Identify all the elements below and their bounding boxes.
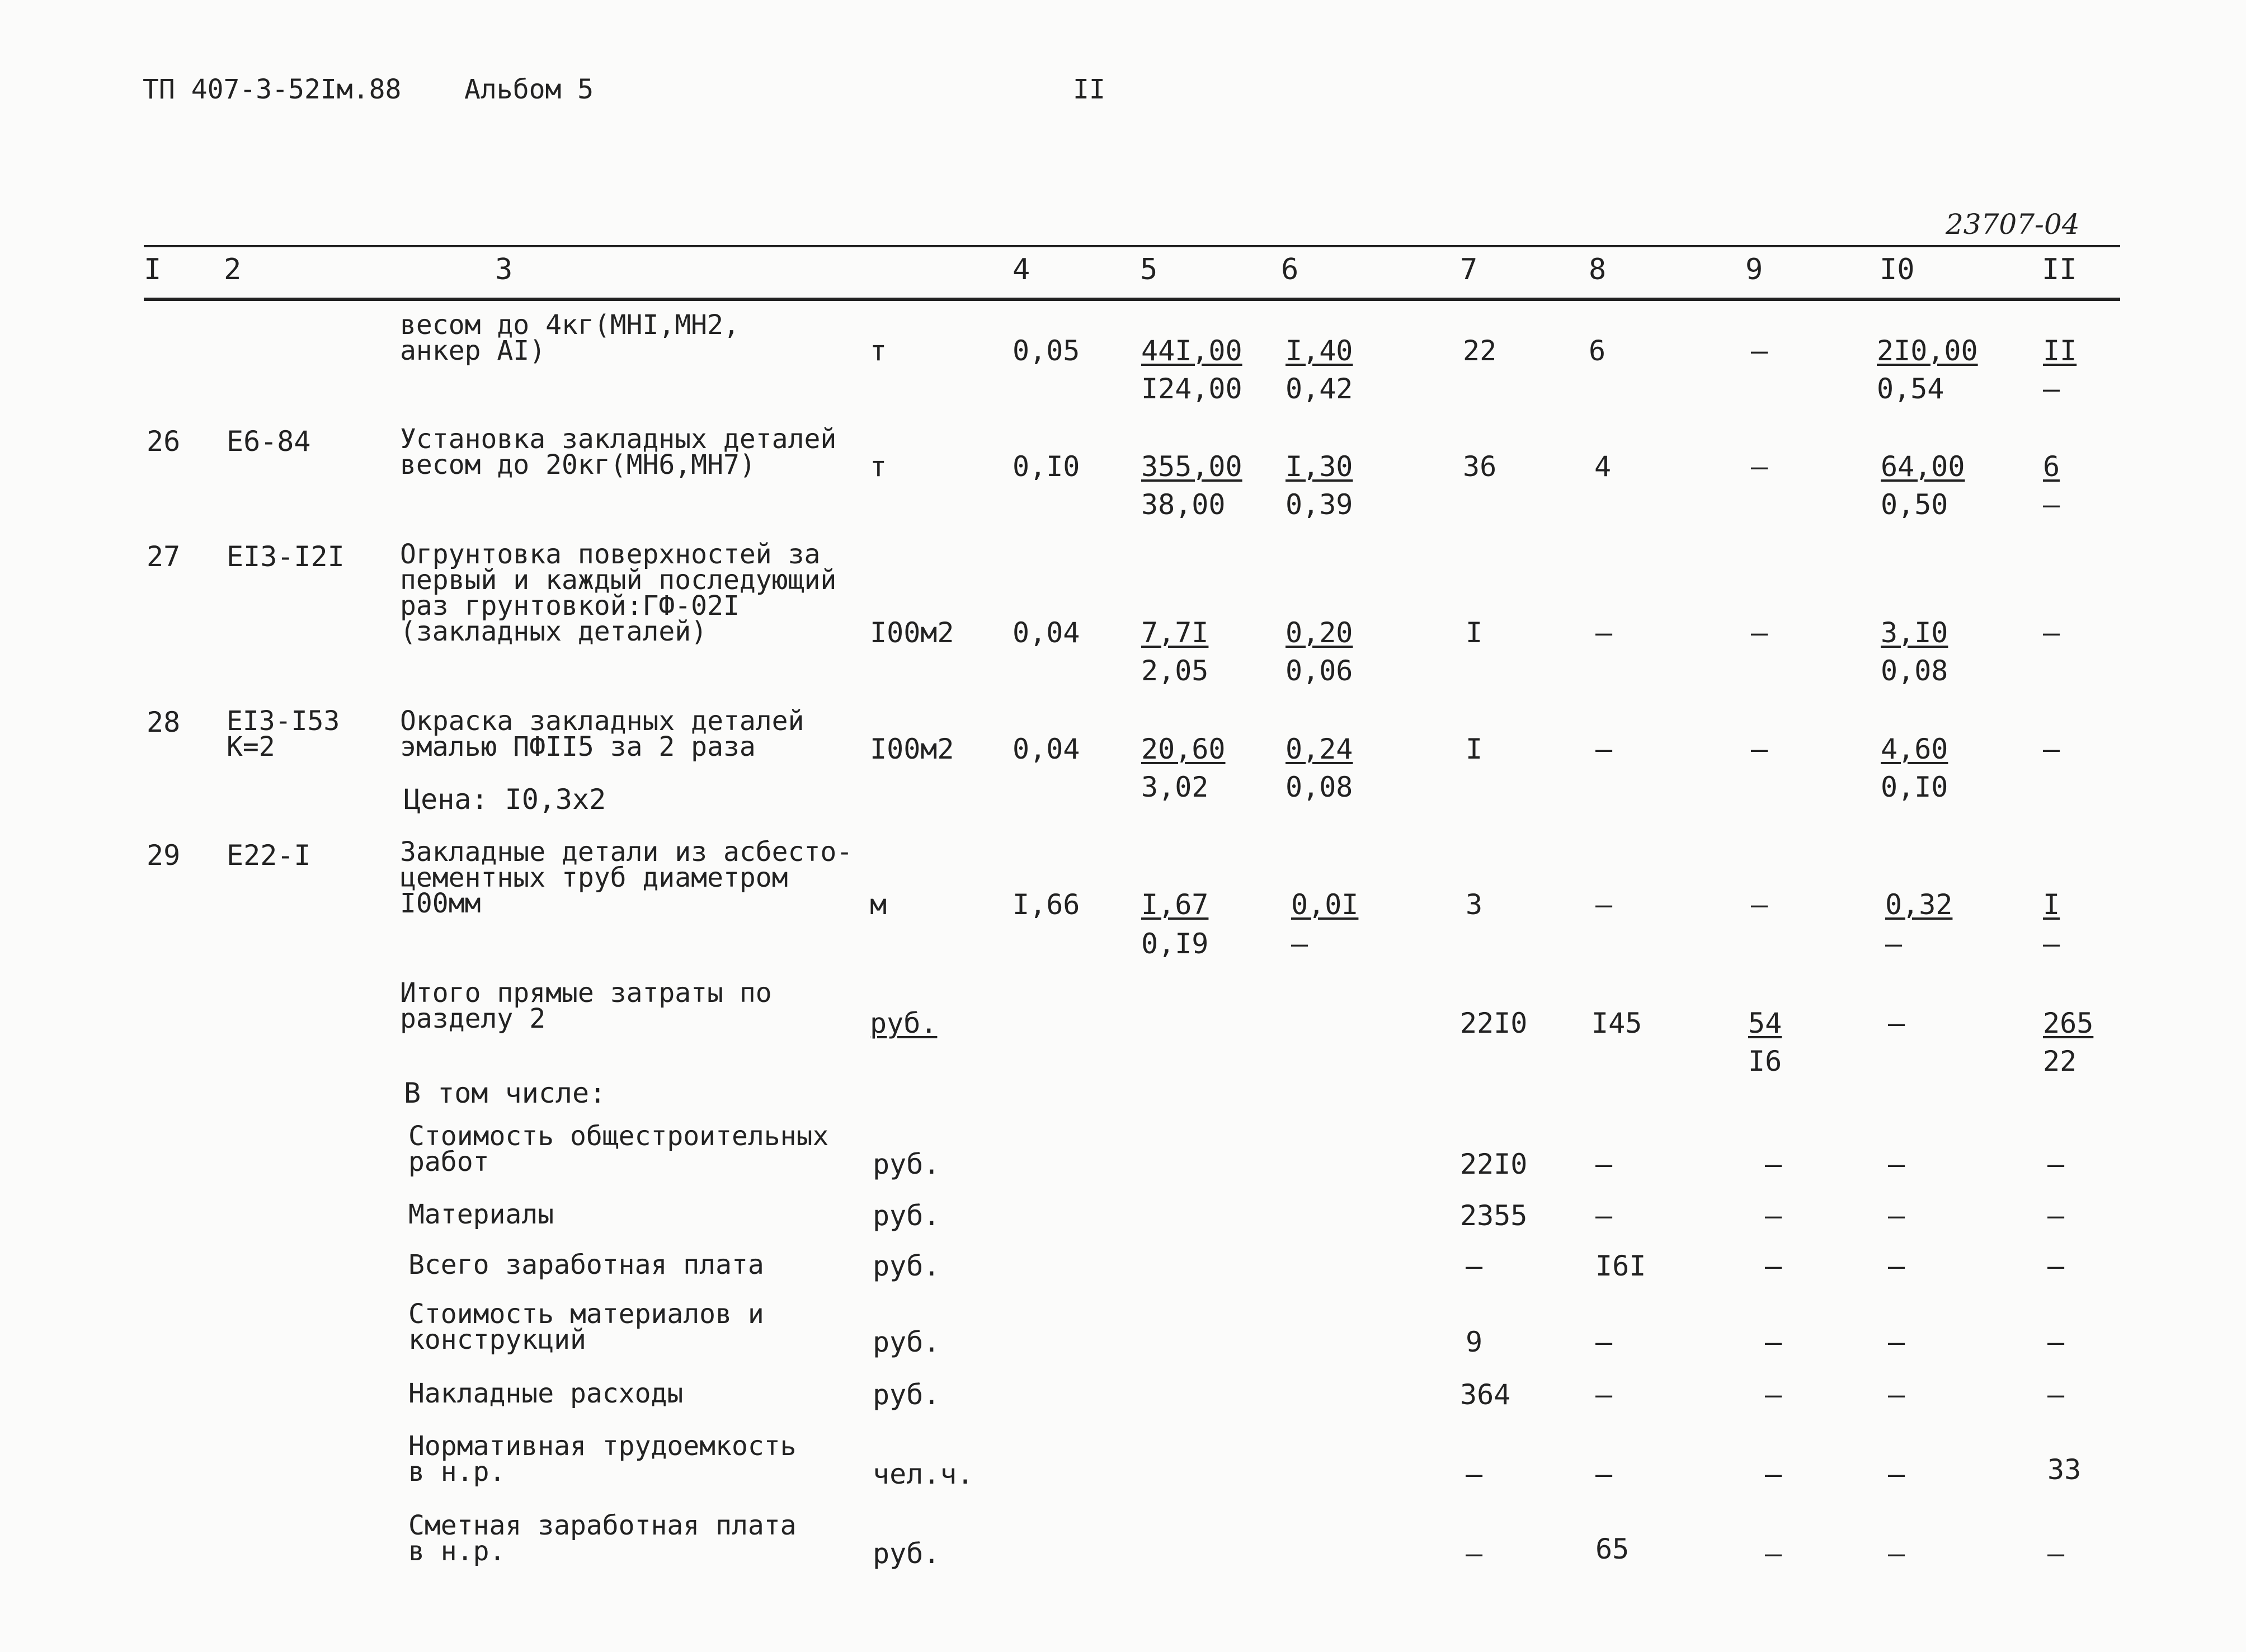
col-header-7: 7: [1460, 253, 1478, 286]
row-unit: I00м2: [870, 733, 954, 765]
row-col10-top: 3,I0: [1881, 616, 1948, 649]
breakdown-col11: –: [2047, 1378, 2065, 1411]
breakdown-label: Материалы: [408, 1199, 554, 1230]
breakdown-col11: –: [2047, 1326, 2065, 1358]
row-col7: I: [1466, 733, 1483, 765]
row-col5-top: I,67: [1141, 888, 1209, 921]
breakdown-unit: руб.: [873, 1378, 940, 1411]
row-col9: –: [1751, 888, 1768, 921]
row-number: 28: [147, 706, 181, 738]
row-unit: т: [870, 450, 887, 483]
row-code: ЕI3-I2I: [227, 540, 345, 573]
breakdown-col9: –: [1765, 1378, 1782, 1411]
row-col6-bottom: –: [1291, 928, 1308, 960]
totals-col9-bottom: I6: [1748, 1045, 1782, 1077]
row-col8: –: [1595, 733, 1613, 765]
row-col6-bottom: 0,39: [1286, 488, 1353, 521]
breakdown-unit: руб.: [873, 1148, 940, 1180]
col-header-3: 3: [495, 253, 513, 286]
row-col6-bottom: 0,42: [1286, 373, 1353, 405]
breakdown-col10: –: [1888, 1326, 1905, 1358]
col-header-2: 2: [224, 253, 242, 286]
totals-col10: –: [1888, 1007, 1905, 1039]
table-top-rule: [144, 245, 2120, 247]
row-number: 26: [147, 425, 181, 458]
breakdown-label: Накладные расходы: [408, 1378, 684, 1409]
row-col5-top: 44I,00: [1141, 335, 1242, 367]
row-description: весом до 4кг(МНI,МН2, анкер АI): [400, 309, 740, 366]
col-header-8: 8: [1589, 253, 1607, 286]
row-col9: –: [1751, 733, 1768, 765]
breakdown-col8: –: [1595, 1199, 1613, 1232]
breakdown-col7: 9: [1466, 1326, 1483, 1358]
table-header-rule: [144, 298, 2120, 301]
col-header-9: 9: [1745, 253, 1763, 286]
breakdown-label: Нормативная трудоемкость в н.р.: [408, 1430, 797, 1488]
breakdown-col10: –: [1888, 1199, 1905, 1232]
stamp-number: 23707-04: [1946, 208, 2080, 241]
row-col10-top: 4,60: [1881, 733, 1948, 765]
breakdown-col8: –: [1595, 1148, 1613, 1180]
row-col6-top: 0,24: [1286, 733, 1353, 765]
row-col10-bottom: 0,54: [1877, 373, 1944, 405]
row-col7: I: [1466, 616, 1483, 649]
row-col11-bottom: –: [2043, 928, 2060, 960]
row-col6-top: I,30: [1286, 450, 1353, 483]
row-col5-bottom: 38,00: [1141, 488, 1226, 521]
row-col6-top: 0,20: [1286, 616, 1353, 649]
row-col8: 6: [1589, 335, 1606, 367]
breakdown-col9: –: [1765, 1458, 1782, 1490]
row-col11: –: [2043, 733, 2060, 765]
breakdown-unit: руб.: [873, 1326, 940, 1358]
row-quantity: 0,05: [1013, 335, 1080, 367]
breakdown-col8: –: [1595, 1378, 1613, 1411]
row-col11-top: 6: [2043, 450, 2060, 483]
row-unit: м: [870, 888, 887, 921]
breakdown-col11: –: [2047, 1537, 2065, 1570]
breakdown-unit: руб.: [873, 1199, 940, 1232]
breakdown-col10: –: [1888, 1250, 1905, 1282]
breakdown-col7: –: [1466, 1458, 1483, 1490]
breakdown-col10: –: [1888, 1537, 1905, 1570]
col-header-6: 6: [1281, 253, 1299, 286]
row-quantity: 0,I0: [1013, 450, 1080, 483]
row-col5-bottom: 3,02: [1141, 771, 1209, 803]
breakdown-col9: –: [1765, 1537, 1782, 1570]
row-col5-top: 355,00: [1141, 450, 1242, 483]
row-col9: –: [1751, 450, 1768, 483]
row-price-note: Цена: I0,3х2: [404, 783, 606, 816]
row-code: Е6-84: [227, 425, 311, 458]
breakdown-col8: I6I: [1595, 1250, 1646, 1282]
row-col10-bottom: –: [1885, 928, 1903, 960]
breakdown-col10: –: [1888, 1458, 1905, 1490]
row-col10-top: 0,32: [1885, 888, 1953, 921]
breakdown-unit: руб.: [873, 1537, 940, 1570]
row-col10-bottom: 0,08: [1881, 655, 1948, 687]
row-description: Окраска закладных деталей эмалью ПФII5 за 2 раза: [400, 705, 804, 763]
totals-col9-top: 54: [1748, 1007, 1782, 1039]
row-col6-top: I,40: [1286, 335, 1353, 367]
row-description: Огрунтовка поверхностей за первый и каждый последующий раз грунтовкой:ГФ-02I (закладных деталей): [400, 539, 837, 647]
breakdown-label: Всего заработная плата: [408, 1249, 764, 1281]
totals-col11-bottom: 22: [2043, 1045, 2077, 1077]
row-col5-top: 20,60: [1141, 733, 1226, 765]
row-col5-bottom: 2,05: [1141, 655, 1209, 687]
col-header-10: I0: [1880, 253, 1915, 286]
row-description: Закладные детали из асбесто- цементных труб диаметром I00мм: [400, 836, 853, 919]
breakdown-col9: –: [1765, 1148, 1782, 1180]
breakdown-col9: –: [1765, 1199, 1782, 1232]
col-header-1: I: [144, 253, 162, 286]
breakdown-col9: –: [1765, 1326, 1782, 1358]
breakdown-col8: 65: [1595, 1533, 1630, 1565]
breakdown-col7: 364: [1460, 1378, 1511, 1411]
totals-col8: I45: [1591, 1007, 1642, 1039]
album-label: Альбом 5: [464, 74, 594, 105]
row-col8: –: [1595, 888, 1613, 921]
row-col10-bottom: 0,50: [1881, 488, 1948, 521]
row-quantity: 0,04: [1013, 616, 1080, 649]
row-col9: –: [1751, 616, 1768, 649]
breakdown-col7: –: [1466, 1250, 1483, 1282]
breakdown-label: Стоимость материалов и конструкций: [408, 1298, 764, 1356]
row-col5-top: 7,7I: [1141, 616, 1209, 649]
row-code: Е22-I: [227, 839, 311, 872]
breakdown-col7: 2355: [1460, 1199, 1528, 1232]
document-code: ТП 407-3-52Iм.88: [143, 74, 402, 105]
col-header-4: 4: [1013, 253, 1030, 286]
row-quantity: I,66: [1013, 888, 1080, 921]
breakdown-label: Стоимость общестроительных работ: [408, 1121, 829, 1178]
row-col5-bottom: 0,I9: [1141, 928, 1209, 960]
breakdown-col8: –: [1595, 1458, 1613, 1490]
row-col6-bottom: 0,06: [1286, 655, 1353, 687]
breakdown-col11: –: [2047, 1250, 2065, 1282]
breakdown-col11: –: [2047, 1148, 2065, 1180]
row-col8: 4: [1594, 450, 1612, 483]
row-col11-bottom: –: [2043, 488, 2060, 521]
breakdown-col11: 33: [2047, 1453, 2082, 1486]
breakdown-col10: –: [1888, 1378, 1905, 1411]
breakdown-col8: –: [1595, 1326, 1613, 1358]
row-col7: 22: [1463, 335, 1497, 367]
row-col11-top: II: [2043, 335, 2077, 367]
row-col9: –: [1751, 335, 1768, 367]
breakdown-unit: руб.: [873, 1250, 940, 1282]
row-col6-bottom: 0,08: [1286, 771, 1353, 803]
row-col6-top: 0,0I: [1291, 888, 1359, 921]
col-header-11: II: [2042, 253, 2077, 286]
row-code: ЕI3-I53 К=2: [227, 705, 340, 763]
row-number: 29: [147, 839, 181, 872]
row-number: 27: [147, 540, 181, 573]
row-col5-bottom: I24,00: [1141, 373, 1242, 405]
row-col7: 36: [1463, 450, 1497, 483]
row-description: Установка закладных деталей весом до 20кг(МН6,МН7): [400, 423, 837, 481]
col-header-5: 5: [1140, 253, 1158, 286]
row-col8: –: [1595, 616, 1613, 649]
row-col11-top: I: [2043, 888, 2060, 921]
breakdown-col11: –: [2047, 1199, 2065, 1232]
totals-label: Итого прямые затраты по разделу 2: [400, 977, 772, 1034]
totals-col11-top: 265: [2043, 1007, 2094, 1039]
row-col11-bottom: –: [2043, 373, 2060, 405]
row-col7: 3: [1466, 888, 1483, 921]
row-col10-top: 2I0,00: [1877, 335, 1978, 367]
row-col10-bottom: 0,I0: [1881, 771, 1948, 803]
totals-col7: 22I0: [1460, 1007, 1528, 1039]
page-number: II: [1073, 74, 1105, 105]
breakdown-col7: –: [1466, 1537, 1483, 1570]
row-unit: т: [870, 335, 887, 367]
row-col11: –: [2043, 616, 2060, 649]
in-that-number-label: В том числе:: [404, 1077, 606, 1109]
breakdown-col9: –: [1765, 1250, 1782, 1282]
row-quantity: 0,04: [1013, 733, 1080, 765]
row-unit: I00м2: [870, 616, 954, 649]
totals-unit: руб.: [870, 1007, 938, 1039]
breakdown-col7: 22I0: [1460, 1148, 1528, 1180]
breakdown-col10: –: [1888, 1148, 1905, 1180]
row-col10-top: 64,00: [1881, 450, 1965, 483]
breakdown-label: Сметная заработная плата в н.р.: [408, 1510, 797, 1567]
breakdown-unit: чел.ч.: [873, 1458, 974, 1490]
